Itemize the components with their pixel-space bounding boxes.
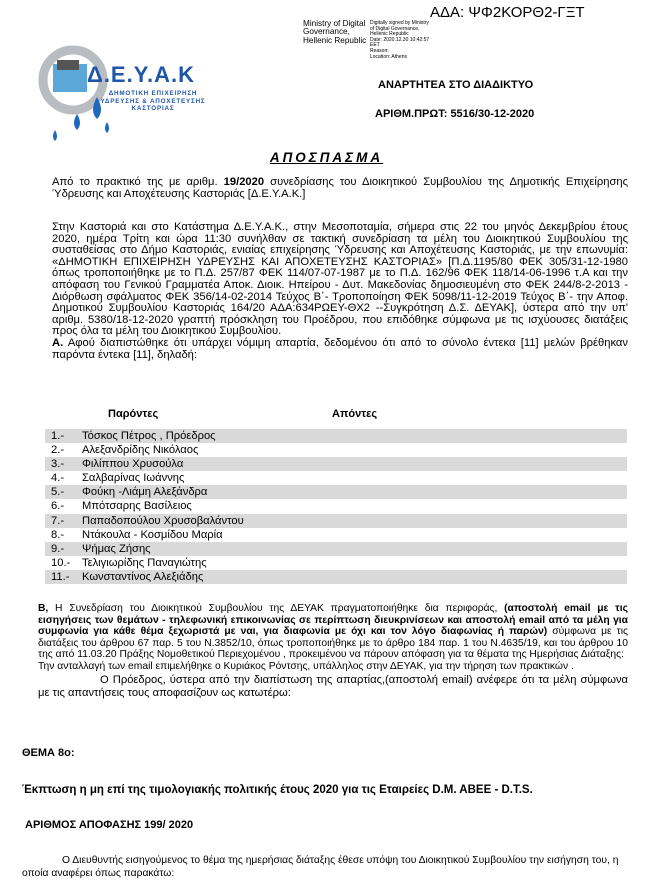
signer-name [303,20,366,45]
logo-sub-line: ΚΑΣΤΟΡΙΑΣ [131,105,175,112]
signature-line: Hellenic Republic [370,31,409,38]
section-b-bold: (αποστολή email με τις εισηγήσεις των θεμάτων - τηλεφωνική επικοινωνίας σε περίπτωση διευκρινίσεων και αποστολή email από τα μέλη για συμφωνία για κάθε θέμα ξεχωριστά με ναι, για διαφωνία με όχι και τον λόγο διαφωνίας ή παρών) [38,603,628,637]
member-row [45,429,627,443]
decision-number: ΑΡΙΘΜΟΣ ΑΠΟΦΑΣΗΣ 199/ 2020 [25,819,194,831]
member-name: Ντάκουλα - Κοσμίδου Μαρία [82,528,223,541]
session-number: 19/2020 [223,176,265,188]
member-row [45,528,627,542]
logo-sub-line: ΥΔΡΕΥΣΗΣ & ΑΠΟΧΕΤΕΥΣΗΣ [100,97,206,105]
signature-line: Reason: [370,47,389,54]
member-number: 3.- [51,458,65,471]
member-row [45,485,627,499]
topic-label: ΘΕΜΑ 8ο: [22,747,75,759]
section-b-part: σύμφωνα με τις διατάξεις του άρθρου 67 παρ. 5 του Ν.3852/10, όπως τροποποιήθηκε με το άρθρο 184 παρ. 1 του Ν.4635/19, και του άρθρου 10 της από 11.03.20 Πράξης Νομοθετικού Περιεχομένου , προκειμένου να πάρουν απόφαση για τα θέματα της Ημερήσιας Διάταξης: [38,626,628,660]
member-number: 4.- [51,472,65,485]
member-row [45,457,627,471]
deyak-logo [35,42,225,142]
members-table [45,429,627,584]
protocol-number: ΑΡΙΘΜ.ΠΡΩΤ: 5516/30-12-2020 [375,108,535,120]
member-number: 2.- [51,444,65,457]
section-b-label: Β, [38,603,49,614]
member-row [45,514,627,528]
member-row [45,570,627,584]
logo-subtitle [83,90,223,113]
signer-line: Governance, [303,27,350,37]
member-number: 1.- [51,430,65,442]
quorum-body: Αφού διαπιστώθηκε ότι υπάρχει νόμιμη απαρτία, δεδομένου ότι από το σύνολο έντεκα [11] μελών βρέθηκαν παρόντα έντεκα [11], δηλαδή: [52,336,628,361]
member-number: 5.- [51,486,65,499]
present-header: Παρόντες [108,408,159,420]
section-b-part: Η Συνεδρίαση του Διοικητικού Συμβουλίου της ΔΕΥΑΚ πραγματοποιήθηκε δια περιφοράς, [48,603,505,614]
member-name: Παπαδοπούλου Χρυσοβαλάντου [82,514,244,527]
member-number: 6.- [51,500,65,513]
logo-sub-line: ΔΗΜΟΤΙΚΗ ΕΠΙΧΕΙΡΗΣΗ [108,90,198,97]
meeting-text: Στην Καστοριά και στο Κατάστημα Δ.Ε.Υ.Α.Κ., στην Μεσοποταμία, σήμερα στις 22 του μηνός Δεκεμβρίου έτους 2020, ημέρα Τρίτη και ώρα 11:30 συνήλθαν σε τακτική συνεδρίαση τα μέλη του Διοικητικού Συμβουλίου της συσταθείσας στο Δήμο Καστοριάς, ενιαίας επιχείρησης Ύδρευσης και Αποχέτευσης Καστοριάς, με την επωνυμία: «ΔΗΜΟΤΙΚΗ ΕΠΙΧΕΙΡΗΣΗ ΥΔΡΕΥΣΗΣ ΚΑΙ ΑΠΟΧΕΤΕΥΣΗΣ ΚΑΣΤΟΡΙΑΣ» [Π.Δ.1195/80 ΦΕΚ 305/31-12-1980 όπως τροποποιήθηκε με το Π.Δ. 257/87 ΦΕΚ 114/07-07-1987 με το Π.Δ. 162/96 ΦΕΚ 118/14-06-1996 τ.Α και την απόφαση του Γενικού Γραμματέα Αποκ. Διοικ. Ηπείρου - Δυτ. Μακεδονίας δημοσιευμένη στο ΦΕΚ 244/8-2-2013 - Διόρθωση σφάλματος ΦΕΚ 356/14-02-2014 Τεύχος Β΄- Τροποποίηση ΦΕΚ 5098/11-12-2019 Τεύχος Β΄- την Αποφ. Δημοτικού Συμβουλίου Καστοριάς 164/20 ΑΔΑ:634ΡΩΕΥ-ΘΧ2 --Συγκρότηση Δ.Σ. ΔΕΥΑΚ], ύστερα από την υπ' αριθμ. 5380/18-12-2020 γραπτή πρόσκληση του Προέδρου, που επιδόθηκε σύμφωνα με τις ισχύουσες διατάξεις προς όλα τα μέλη του Διοικητικού Συμβουλίου. [52,221,628,338]
member-name: Κωνσταντίνος Αλεξιάδης [82,570,204,583]
absent-header: Απόντες [332,408,378,420]
post-online-label: ΑΝΑΡΤΗΤΕΑ ΣΤΟ ΔΙΑΔΙΚΤΥΟ [378,79,534,91]
minutes-keeper-text: Την ανταλλαγή των email επιμελήθηκε ο Κυριάκος Ρόντσης, υπάλληλος στην ΔΕΥΑΚ, για την τήρηση των πρακτικών . [38,660,574,672]
director-text: Ο Διευθυντής εισηγούμενος το θέμα της ημερήσιας διάταξης έθεσε υπόψη του Διοικητικού Συμβουλίου την εισήγηση του, η οποία αναφέρει όπως παρακάτω: [22,855,619,879]
signer-line: Ministry of Digital [303,19,366,28]
meeting-paragraph [52,222,628,361]
member-name: Σαλβαρίνας Ιωάννης [82,472,185,485]
member-row [45,542,627,556]
section-b-paragraph [38,603,628,699]
member-name: Φιλίππου Χρυσούλα [82,458,184,471]
signature-line: Location: Athens [370,53,407,60]
member-row [45,499,627,513]
quorum-text [52,338,628,361]
member-number: 7.- [51,514,65,527]
signature-line: EET [370,42,380,49]
member-row [45,556,627,570]
signature-line: Digitally signed by Ministry [370,20,429,26]
member-name: Φούκη -Λιάμη Αλεξάνδρα [82,486,208,499]
member-row [45,471,627,485]
member-number: 8.- [51,528,65,541]
member-number: 10.- [51,556,71,569]
intro-text: συνεδρίασης του Διοικητικού Συμβουλίου της Δημοτικής Επιχείρησης Ύδρευσης και Αποχέτευσης Καστοριάς [Δ.Ε.Υ.Α.Κ.] [52,176,628,200]
topic-subject: Έκπτωση η μη επί της τιμολογιακής πολιτικής έτους 2020 για τις Εταιρείες D.M. ABEE - D.T.S. [22,784,533,796]
member-name: Μπότσαρης Βασίλειος [82,500,192,513]
signature-line: of Digital Governance, [370,25,420,32]
member-name: Ψήμας Ζήσης [82,542,151,555]
member-name: Αλεξανδρίδης Νικόλαος [82,444,199,457]
signer-line: Hellenic Republic [303,35,367,45]
quorum-label: Α. [52,336,64,349]
signature-line: Date: 2020.12.30 10:42:57 [370,36,430,43]
intro-text: Από το πρακτικό της με αριθμ. [52,176,224,188]
ada-code: ΑΔΑ: ΨΦ2ΚΟΡΘ2-ΓΞΤ [430,4,585,21]
member-row [45,443,627,457]
intro-paragraph [52,177,628,200]
document-title: ΑΠΟΣΠΑΣΜΑ [269,150,384,165]
member-name: Τόσκος Πέτρος , Πρόεδρος [82,430,216,442]
member-number: 11.- [51,570,70,583]
section-b-text [38,603,628,661]
member-name: Τελιγιωρίδης Παναγιώτης [82,556,207,569]
member-number: 9.- [51,542,65,555]
logo-name: Δ.Ε.Υ.Α.Κ [87,62,195,87]
digital-signature [370,21,429,60]
president-text: Ο Πρόεδρος, ύστερα από την διαπίστωση της απαρτίας,(αποστολή email) ανέφερε ότι τα μέλη σύμφωνα με τις απαντήσεις τους αποφασίζουν ως κατωτέρω: [38,674,628,699]
